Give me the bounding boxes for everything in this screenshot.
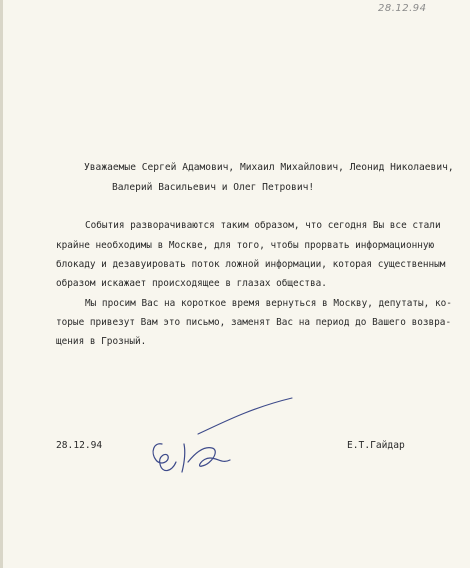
handwritten-date-note: 28.12.94	[378, 3, 427, 14]
letter-date: 28.12.94	[56, 440, 103, 451]
paragraph-1-line-4: образом искажает происходящее в глазах общества.	[56, 278, 327, 289]
salutation-line-2: Валерий Васильевич и Олег Петрович!	[112, 182, 315, 193]
paragraph-2-line-2: торые привезут Вам это письмо, заменят Вас на период до Вашего возвра-	[56, 317, 452, 328]
salutation-line-1: Уважаемые Сергей Адамович, Михаил Михайлович, Леонид Николаевич,	[84, 162, 454, 173]
paragraph-2-line-1: Мы просим Вас на короткое время вернуться в Москву, депутаты, ко-	[85, 298, 452, 309]
scan-edge	[0, 0, 3, 568]
handwritten-signature	[140, 394, 310, 484]
paragraph-2-line-3: щения в Грозный.	[56, 336, 147, 347]
signer-name: Е.Т.Гайдар	[347, 440, 405, 451]
paragraph-1-line-1: События разворачиваются таким образом, что сегодня Вы все стали	[85, 220, 441, 231]
paragraph-1-line-3: блокаду и дезавуировать поток ложной информации, которая существенным	[56, 259, 446, 270]
paragraph-1-line-2: крайне необходимы в Москве, для того, чтобы прорвать информационную	[56, 240, 435, 251]
